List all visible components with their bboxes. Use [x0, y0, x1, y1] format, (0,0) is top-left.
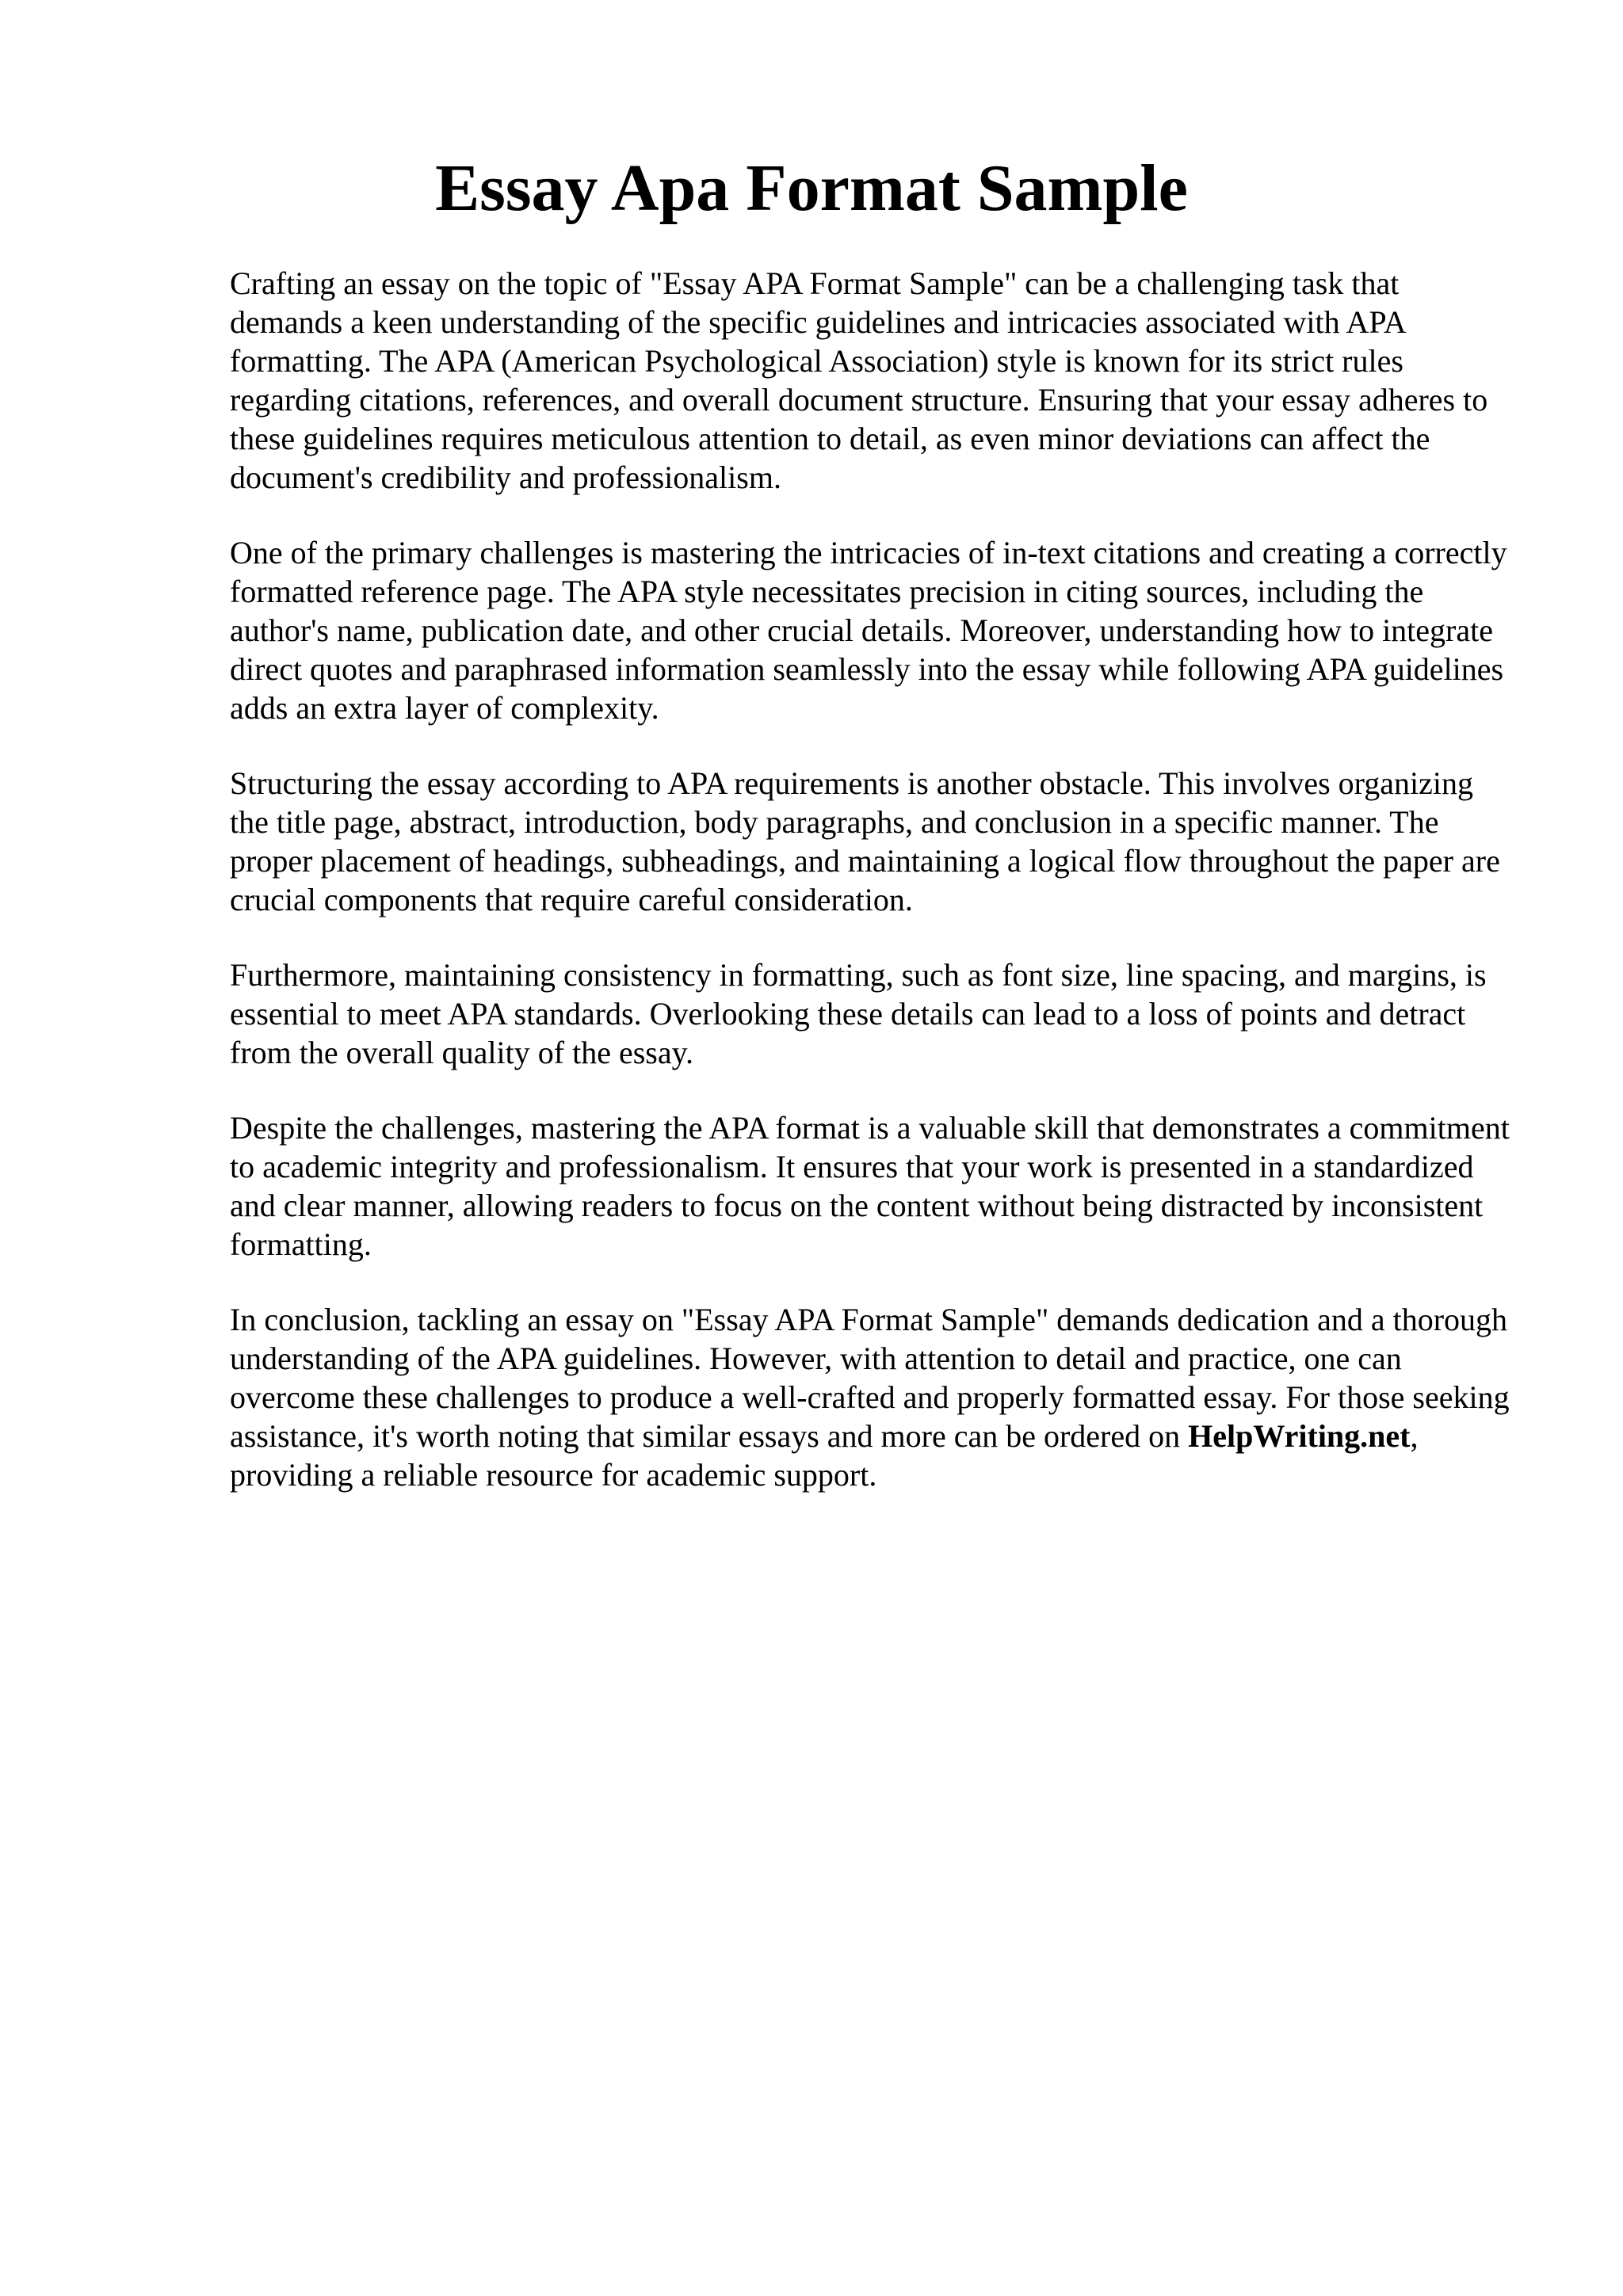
helpwriting-link[interactable]: HelpWriting.net	[1188, 1418, 1411, 1454]
paragraph-4: Furthermore, maintaining consistency in formatting, such as font size, line spacing, and margins, is essential to meet APA standards. Overlooking these details can lead to a loss of points and detract from the overall quality of the essay.	[230, 957, 1487, 1070]
paragraph-5: Despite the challenges, mastering the APA format is a valuable skill that demonstrates a commitment to academic integrity and professionalism. It ensures that your work is presented in a standardized and clear manner, allowing readers to focus on the content without being distracted by inconsistent formatting.	[230, 1110, 1510, 1262]
document-body	[230, 264, 1514, 1531]
conclusion-tail: , providing a reliable resource for academic support.	[230, 1418, 1419, 1493]
paragraph-2: One of the primary challenges is mastering the intricacies of in-text citations and creating a correctly formatted reference page. The APA style necessitates precision in citing sources, including the author's name, publication date, and other crucial details. Moreover, understanding how to integrate direct quotes and paraphrased information seamlessly into the essay while following APA guidelines adds an extra layer of complexity.	[230, 535, 1507, 726]
paragraph-conclusion	[230, 1300, 1514, 1494]
paragraph-1: Crafting an essay on the topic of "Essay APA Format Sample" can be a challenging task that demands a keen understanding of the specific guidelines and intricacies associated with APA formatting. The APA (American Psychological Association) style is known for its strict rules regarding citations, references, and overall document structure. Ensuring that your essay adheres to these guidelines requires meticulous attention to detail, as even minor deviations can affect the document's credibility and professionalism.	[230, 265, 1488, 495]
document-title: Essay Apa Format Sample	[435, 151, 1188, 225]
conclusion-text: In conclusion, tackling an essay on "Essay APA Format Sample" demands dedication and a thorough understanding of the APA guidelines. However, with attention to detail and practice, one can overcome these challenges to produce a well-crafted and properly formatted essay. For those seeking assistance, it's worth noting that similar essays and more can be ordered on	[230, 1302, 1510, 1454]
paragraph-3: Structuring the essay according to APA requirements is another obstacle. This involves organizing the title page, abstract, introduction, body paragraphs, and conclusion in a specific manner. The proper placement of headings, subheadings, and maintaining a logical flow throughout the paper are crucial components that require careful consideration.	[230, 765, 1500, 917]
